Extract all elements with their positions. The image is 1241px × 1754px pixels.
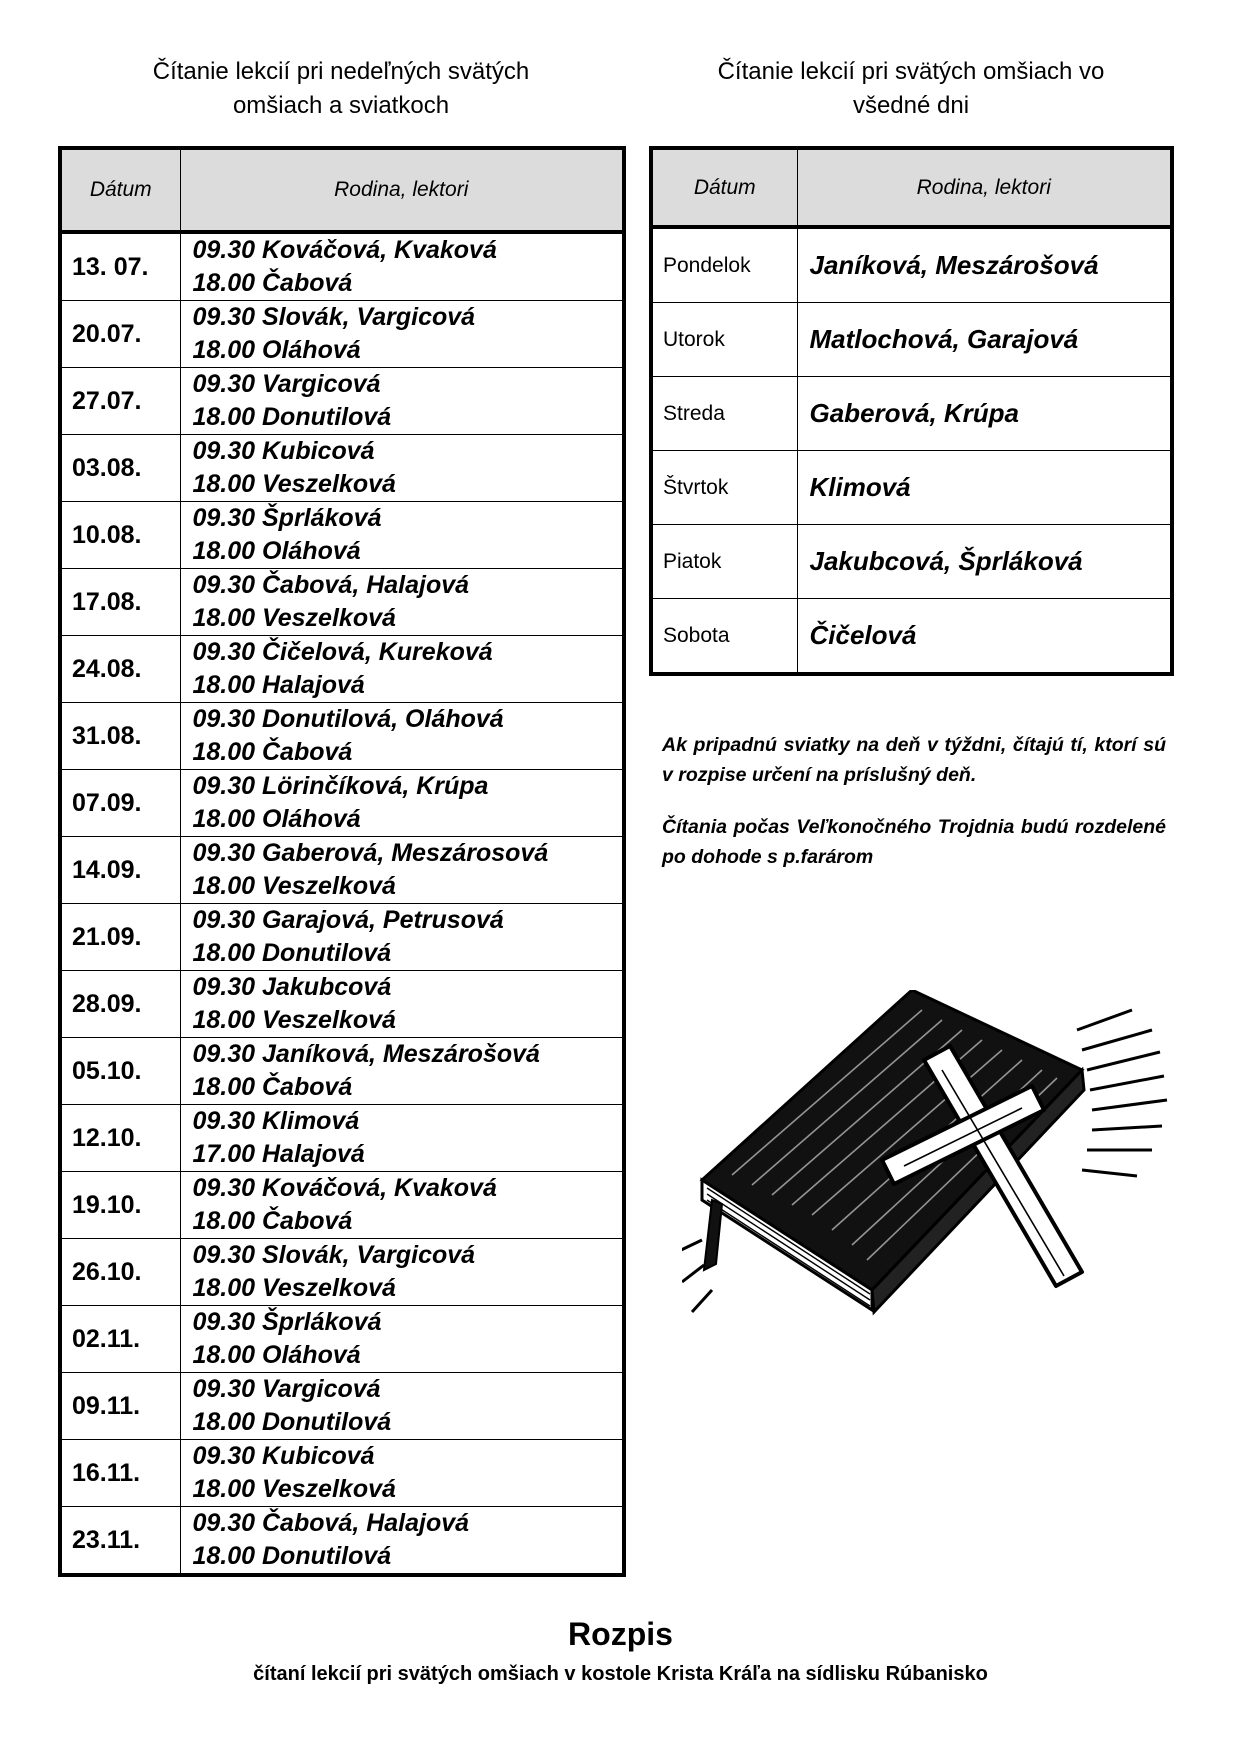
evening-reader: 18.00 Veszelková — [192, 1475, 396, 1503]
readers-cell — [180, 904, 624, 971]
evening-reader: 18.00 Veszelková — [192, 1006, 396, 1034]
table-row — [60, 1172, 624, 1239]
morning-reader: 09.30 Janíková, Meszárošová — [192, 1040, 540, 1068]
morning-reader: 09.30 Kováčová, Kvaková — [192, 236, 497, 264]
readers-cell — [180, 770, 624, 837]
weekday-cell: Utorok — [651, 303, 797, 377]
table-row — [60, 502, 624, 569]
page-title: Rozpis — [568, 1616, 673, 1652]
morning-reader: 09.30 Kubicová — [192, 437, 375, 465]
readers-cell — [180, 703, 624, 770]
date-cell: 09.11. — [60, 1373, 180, 1440]
readers-cell: Klimová — [797, 451, 1172, 525]
table-row — [651, 525, 1172, 599]
table-row — [60, 232, 624, 301]
readers-cell — [180, 569, 624, 636]
weekday-cell: Streda — [651, 377, 797, 451]
date-cell: 24.08. — [60, 636, 180, 703]
readers-cell — [180, 1038, 624, 1105]
morning-reader: 09.30 Slovák, Vargicová — [192, 1241, 476, 1269]
evening-reader: 18.00 Veszelková — [192, 470, 396, 498]
date-cell: 05.10. — [60, 1038, 180, 1105]
readers-cell — [180, 368, 624, 435]
weekday-heading-line-1: Čítanie lekcií pri svätých omšiach vo — [717, 58, 1105, 85]
readers-cell: Čičelová — [797, 599, 1172, 675]
evening-reader: 18.00 Donutilová — [192, 1408, 392, 1436]
date-column-header: Dátum — [651, 148, 797, 227]
date-cell: 20.07. — [60, 301, 180, 368]
evening-reader: 18.00 Oláhová — [192, 805, 361, 833]
date-cell: 21.09. — [60, 904, 180, 971]
morning-reader: 09.30 Klimová — [192, 1107, 360, 1135]
weekday-cell: Sobota — [651, 599, 797, 675]
date-cell: 10.08. — [60, 502, 180, 569]
readers-cell — [180, 1507, 624, 1576]
morning-reader: 09.30 Slovák, Vargicová — [192, 303, 476, 331]
readers-cell — [180, 1373, 624, 1440]
evening-reader: 18.00 Donutilová — [192, 403, 392, 431]
readers-cell: Gaberová, Krúpa — [797, 377, 1172, 451]
date-cell: 14.09. — [60, 837, 180, 904]
table-row — [60, 770, 624, 837]
readers-cell — [180, 1306, 624, 1373]
readers-column-header: Rodina, lektori — [180, 148, 624, 232]
evening-reader: 18.00 Veszelková — [192, 1274, 396, 1302]
table-row — [60, 1105, 624, 1172]
date-cell: 27.07. — [60, 368, 180, 435]
date-cell: 23.11. — [60, 1507, 180, 1576]
sunday-heading-line-2: omšiach a sviatkoch — [232, 92, 450, 119]
sunday-schedule-table — [58, 146, 626, 1577]
readers-cell — [180, 971, 624, 1038]
table-row — [60, 368, 624, 435]
table-row — [651, 227, 1172, 303]
table-header-row — [651, 148, 1172, 227]
table-row — [60, 301, 624, 368]
morning-reader: 09.30 Garajová, Petrusová — [192, 906, 504, 934]
evening-reader: 18.00 Veszelková — [192, 604, 396, 632]
weekday-cell: Pondelok — [651, 227, 797, 303]
bible-with-cross-icon — [682, 990, 1172, 1330]
readers-cell — [180, 1105, 624, 1172]
table-row — [651, 451, 1172, 525]
morning-reader: 09.30 Donutilová, Oláhová — [192, 705, 504, 733]
evening-reader: 18.00 Čabová — [192, 269, 353, 297]
evening-reader: 18.00 Donutilová — [192, 939, 392, 967]
readers-cell — [180, 301, 624, 368]
table-row — [60, 1038, 624, 1105]
weekday-table-body — [651, 227, 1172, 674]
table-row — [651, 377, 1172, 451]
table-row — [60, 703, 624, 770]
readers-cell — [180, 1440, 624, 1507]
date-cell: 28.09. — [60, 971, 180, 1038]
readers-cell — [180, 1172, 624, 1239]
morning-reader: 09.30 Lörinčíková, Krúpa — [192, 772, 489, 800]
morning-reader: 09.30 Šprláková — [192, 504, 382, 532]
sunday-heading-line-1: Čítanie lekcií pri nedeľných svätých — [152, 58, 530, 85]
morning-reader: 09.30 Čabová, Halajová — [192, 571, 470, 599]
evening-reader: 18.00 Donutilová — [192, 1542, 392, 1570]
readers-cell: Matlochová, Garajová — [797, 303, 1172, 377]
date-cell: 31.08. — [60, 703, 180, 770]
readers-cell — [180, 1239, 624, 1306]
morning-reader: 09.30 Šprláková — [192, 1308, 382, 1336]
readers-cell — [180, 636, 624, 703]
weekday-cell: Piatok — [651, 525, 797, 599]
table-row — [651, 303, 1172, 377]
date-cell: 02.11. — [60, 1306, 180, 1373]
evening-reader: 18.00 Oláhová — [192, 336, 361, 364]
morning-reader: 09.30 Čičelová, Kureková — [192, 638, 493, 666]
sunday-table-body — [60, 232, 624, 1575]
readers-cell — [180, 837, 624, 904]
date-cell: 13. 07. — [60, 232, 180, 301]
readers-column-header: Rodina, lektori — [797, 148, 1172, 227]
date-column-header: Dátum — [60, 148, 180, 232]
readers-cell — [180, 232, 624, 301]
evening-reader: 18.00 Halajová — [192, 671, 365, 699]
morning-reader: 09.30 Vargicová — [192, 370, 381, 398]
holiday-note: Ak pripadnú sviatky na deň v týždni, čítajú tí, ktorí sú v rozpise určení na príslušný deň. — [662, 734, 1166, 786]
sunday-schedule-heading — [58, 55, 624, 123]
evening-reader: 18.00 Veszelková — [192, 872, 396, 900]
evening-reader: 18.00 Oláhová — [192, 537, 361, 565]
morning-reader: 09.30 Kubicová — [192, 1442, 375, 1470]
evening-reader: 18.00 Čabová — [192, 738, 353, 766]
weekday-schedule-table — [649, 146, 1174, 676]
table-header-row — [60, 148, 624, 232]
table-row — [60, 435, 624, 502]
date-cell: 16.11. — [60, 1440, 180, 1507]
morning-reader: 09.30 Gaberová, Meszárosová — [192, 839, 549, 867]
readers-cell — [180, 502, 624, 569]
date-cell: 03.08. — [60, 435, 180, 502]
morning-reader: 09.30 Čabová, Halajová — [192, 1509, 470, 1537]
readers-cell: Janíková, Meszárošová — [797, 227, 1172, 303]
weekday-heading-line-2: všedné dni — [852, 92, 970, 119]
table-row — [60, 1373, 624, 1440]
evening-reader: 18.00 Čabová — [192, 1073, 353, 1101]
date-cell: 07.09. — [60, 770, 180, 837]
evening-reader: 18.00 Oláhová — [192, 1341, 361, 1369]
evening-reader: 17.00 Halajová — [192, 1140, 365, 1168]
table-row — [60, 1239, 624, 1306]
table-row — [60, 837, 624, 904]
table-row — [60, 1440, 624, 1507]
morning-reader: 09.30 Vargicová — [192, 1375, 381, 1403]
date-cell: 17.08. — [60, 569, 180, 636]
page-subtitle: čítaní lekcií pri svätých omšiach v kostole Krista Kráľa na sídlisku Rúbanisko — [253, 1663, 988, 1685]
readers-cell: Jakubcová, Šprláková — [797, 525, 1172, 599]
table-row — [651, 599, 1172, 675]
date-cell: 19.10. — [60, 1172, 180, 1239]
date-cell: 12.10. — [60, 1105, 180, 1172]
table-row — [60, 569, 624, 636]
table-row — [60, 971, 624, 1038]
table-row — [60, 904, 624, 971]
weekday-cell: Štvrtok — [651, 451, 797, 525]
weekday-schedule-heading — [648, 55, 1174, 123]
morning-reader: 09.30 Jakubcová — [192, 973, 392, 1001]
morning-reader: 09.30 Kováčová, Kvaková — [192, 1174, 497, 1202]
date-cell: 26.10. — [60, 1239, 180, 1306]
triduum-note: Čítania počas Veľkonočného Trojdnia budú rozdelené po dohode s p.farárom — [662, 816, 1166, 868]
evening-reader: 18.00 Čabová — [192, 1207, 353, 1235]
readers-cell — [180, 435, 624, 502]
table-row — [60, 636, 624, 703]
table-row — [60, 1306, 624, 1373]
table-row — [60, 1507, 624, 1576]
